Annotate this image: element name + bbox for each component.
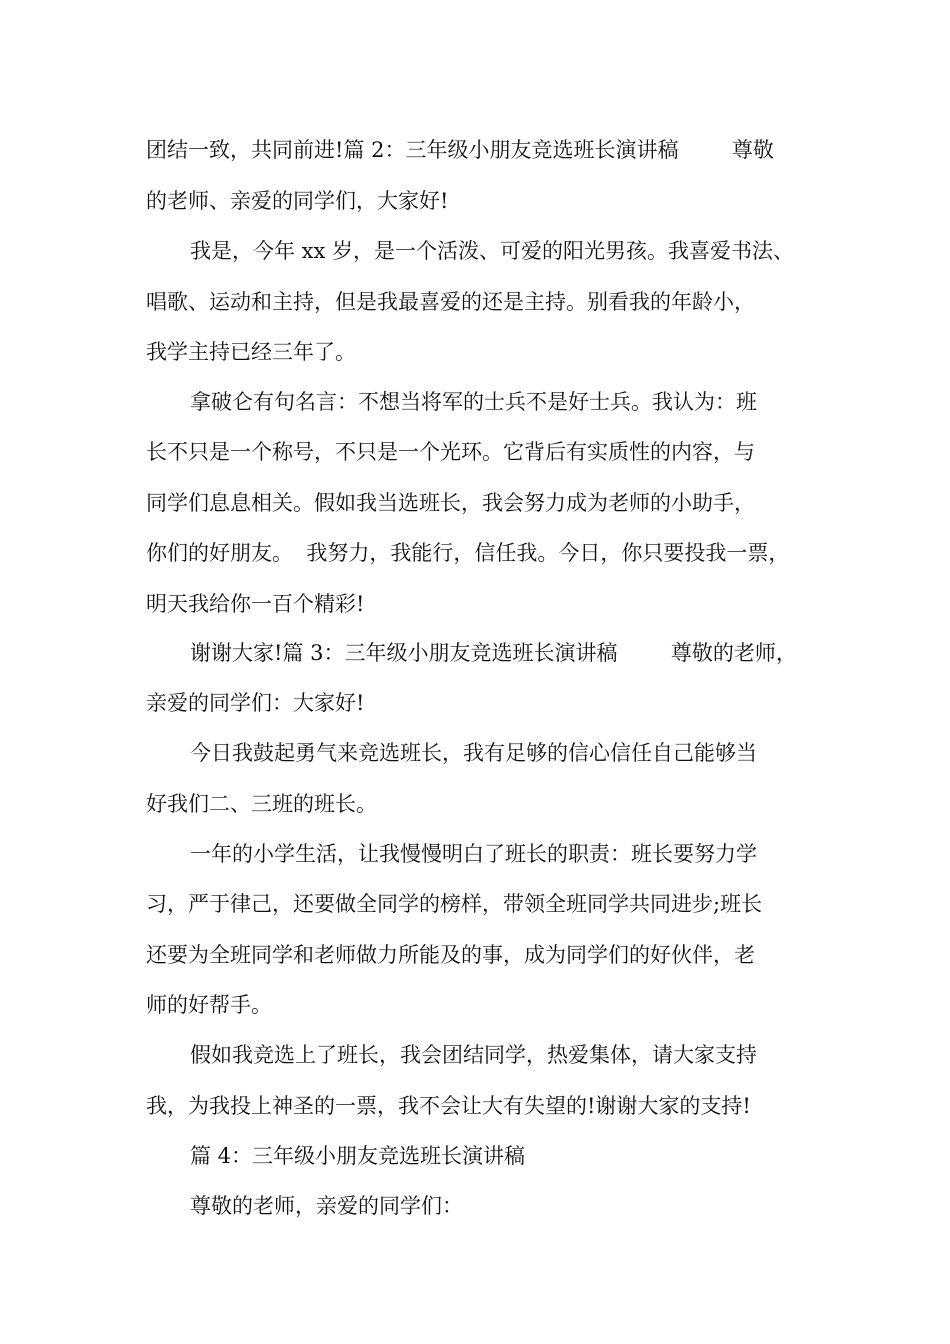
text-line: 尊敬的老师，亲爱的同学们：: [190, 1194, 463, 1218]
text-line: 师的好帮手。: [146, 993, 272, 1017]
text-line: 还要为全班同学和老师做力所能及的事，成为同学们的好伙伴，老: [146, 943, 755, 967]
text-line: 我是，今年 xx 岁，是一个活泼、可爱的阳光男孩。我喜爱书法、: [190, 239, 795, 263]
text-line: 谢谢大家!篇 3：三年级小朋友竞选班长演讲稿 尊敬的老师，: [190, 641, 797, 665]
text-line: 长不只是一个称号，不只是一个光环。它背后有实质性的内容，与: [146, 440, 755, 464]
text-line: 今日我鼓起勇气来竞选班长，我有足够的信心信任自己能够当: [190, 741, 757, 765]
text-line: 亲爱的同学们：大家好!: [146, 691, 365, 715]
text-line: 团结一致，共同前进!篇 2：三年级小朋友竞选班长演讲稿 尊敬: [146, 138, 774, 162]
text-line: 我，为我投上神圣的一票，我不会让大有失望的!谢谢大家的支持!: [146, 1094, 751, 1118]
text-line: 明天我给你一百个精彩!: [146, 592, 365, 616]
text-line: 假如我竞选上了班长，我会团结同学，热爱集体，请大家支持: [190, 1043, 757, 1067]
text-line: 同学们息息相关。假如我当选班长，我会努力成为老师的小助手，: [146, 491, 755, 515]
text-line: 唱歌、运动和主持，但是我最喜爱的还是主持。别看我的年龄小，: [146, 290, 755, 314]
text-line: 一年的小学生活，让我慢慢明白了班长的职责：班长要努力学: [190, 842, 757, 866]
text-line: 的老师、亲爱的同学们，大家好!: [146, 189, 449, 213]
text-line: 习，严于律己，还要做全同学的榜样，带领全班同学共同进步;班长: [146, 892, 763, 916]
text-line: 好我们二、三班的班长。: [146, 792, 377, 816]
text-line: 拿破仑有句名言：不想当将军的士兵不是好士兵。我认为：班: [190, 390, 757, 414]
text-line: 我学主持已经三年了。: [146, 340, 356, 364]
text-line: 篇 4：三年级小朋友竞选班长演讲稿: [190, 1144, 526, 1168]
text-line: 你们的好朋友。 我努力，我能行，信任我。今日，你只要投我一票，: [146, 541, 790, 565]
